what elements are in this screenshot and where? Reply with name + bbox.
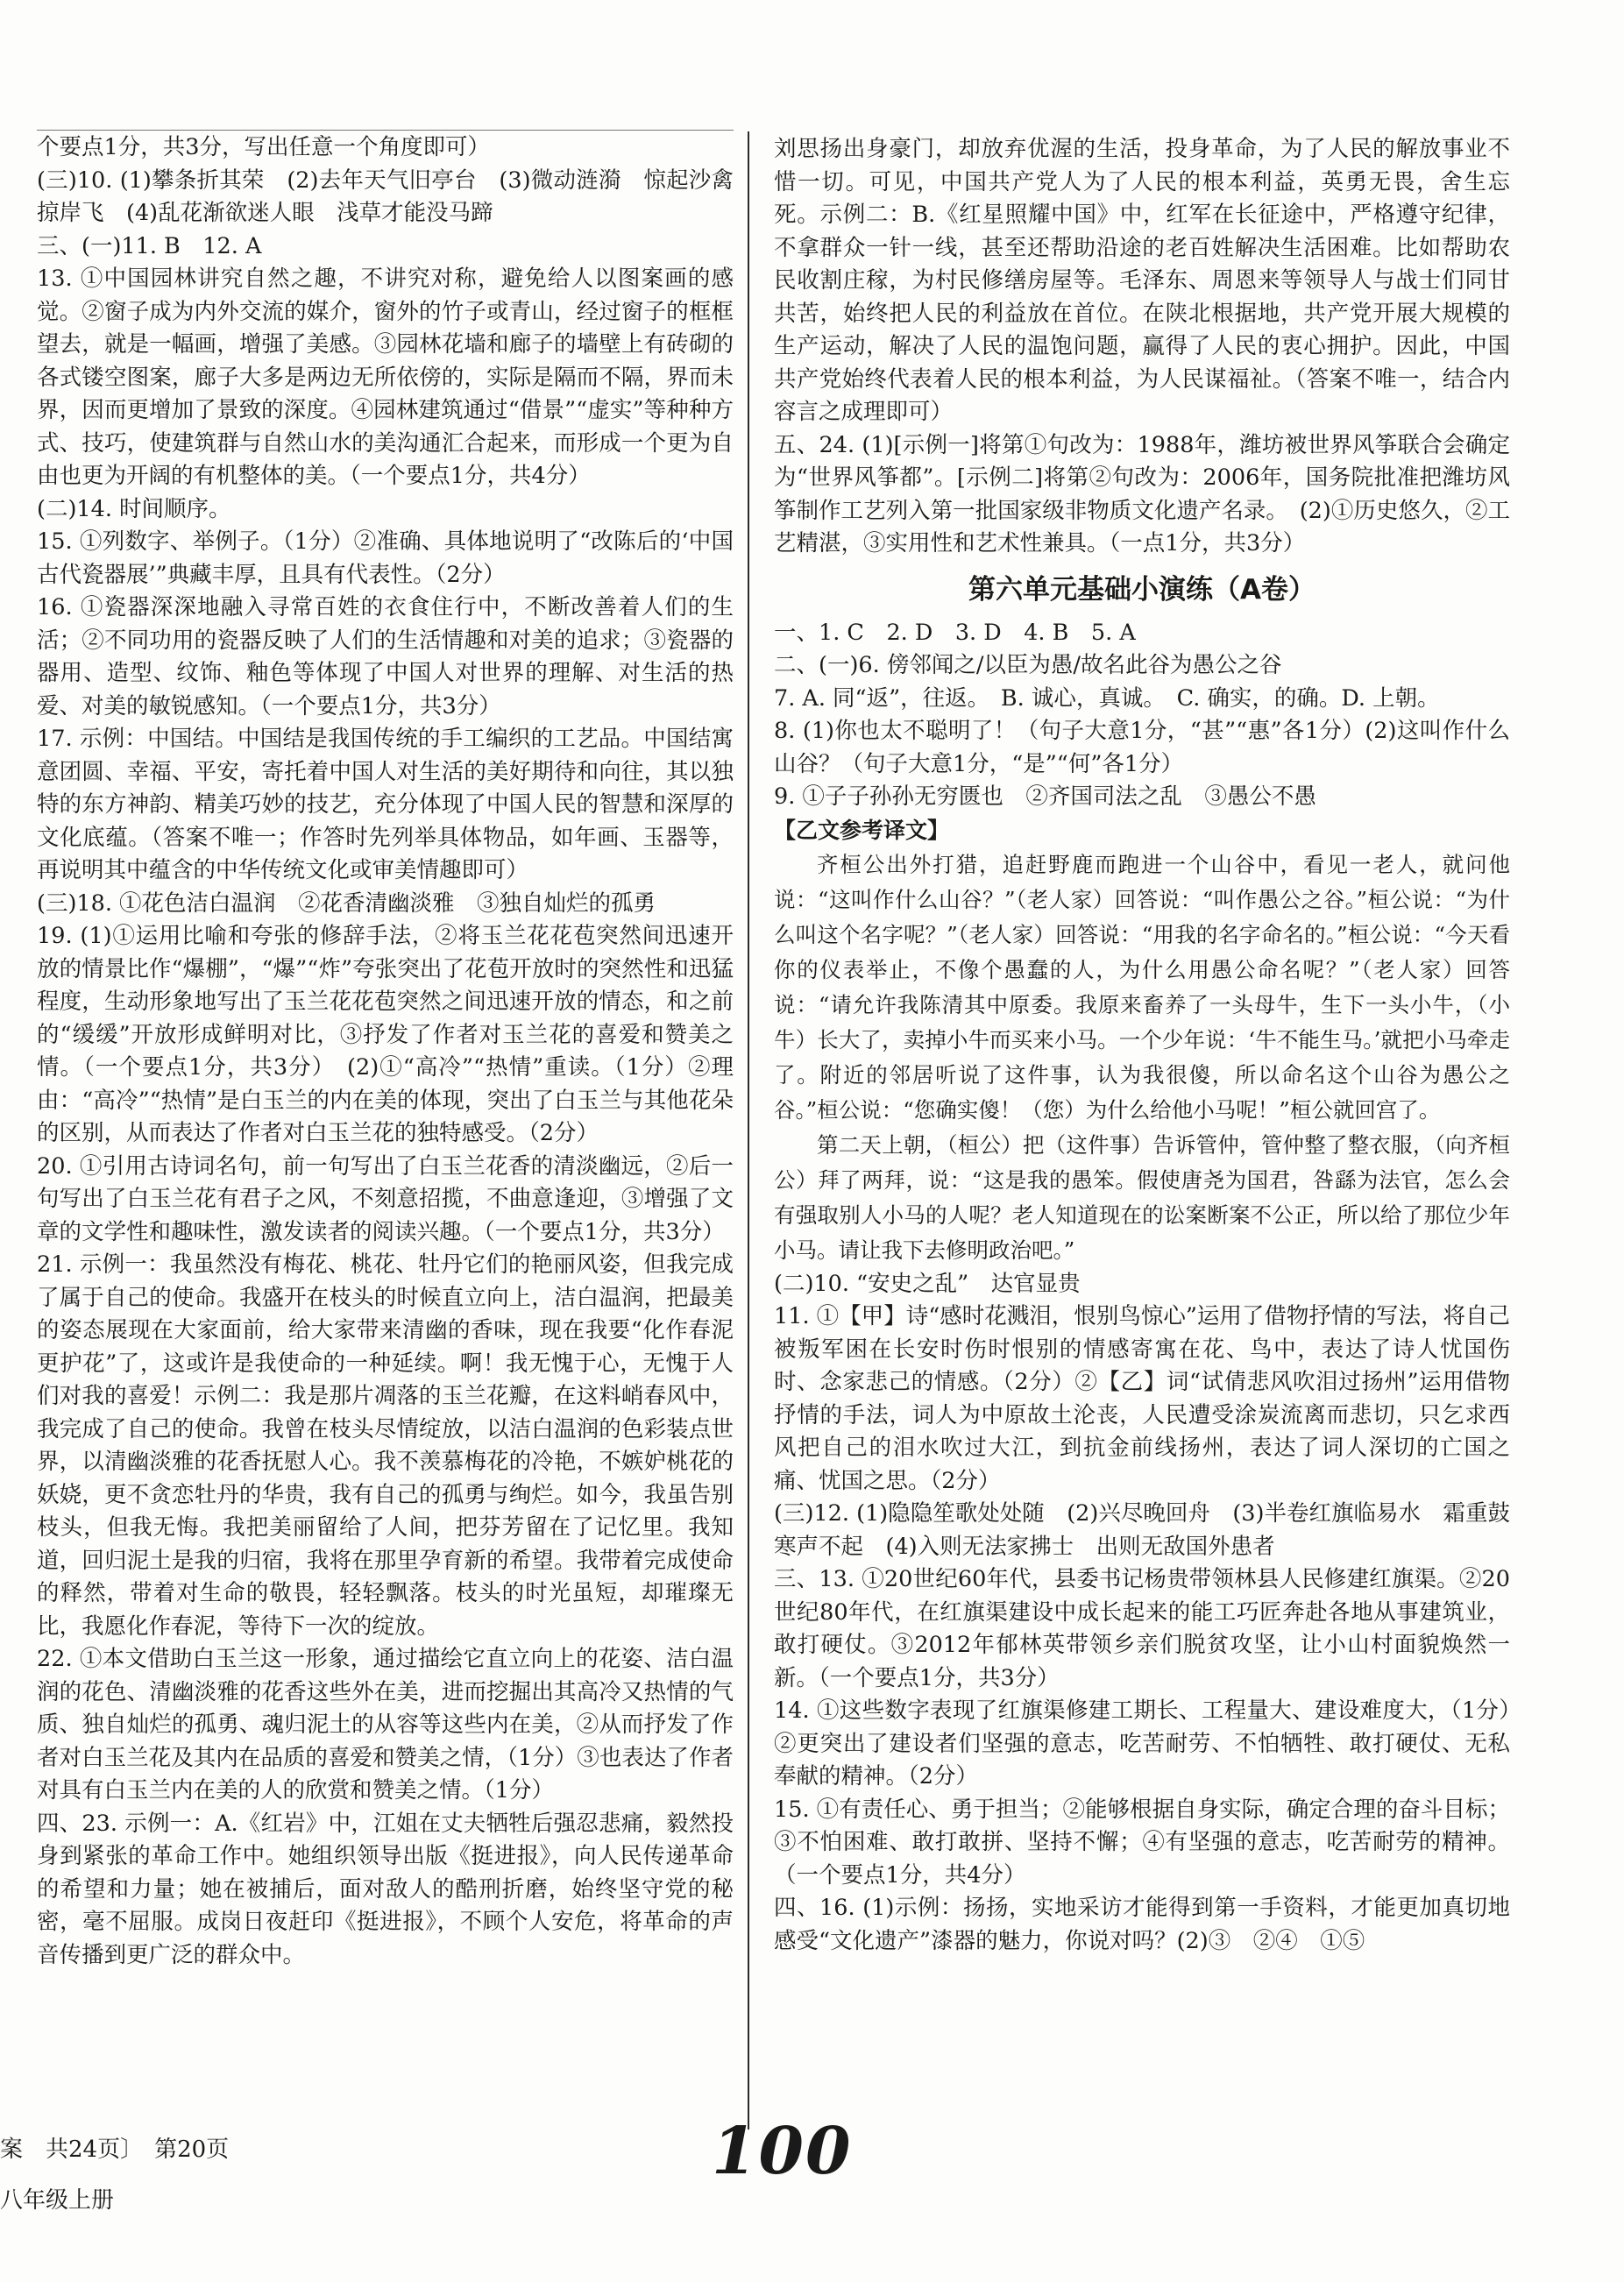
answer-item: (三)10. (1)攀条折其荣 (2)去年天气旧亭台 (3)微动涟漪 惊起沙禽掠岸飞 (4)乱花渐欲迷人眼 浅草才能没马蹄 [37,167,734,226]
translation-paragraph: 齐桓公出外打猎，追赶野鹿而跑进一个山谷中，看见一老人，就问他说：“这叫作什么山谷？”（老人家）回答说：“叫作愚公之谷。”桓公说：“为什么叫这个名字呢？”（老人家）回答说：“用我的名字命名的。”桓公说：“今天看你的仪表举止，不像个愚蠢的人，为什么用愚公命名呢？”（老人家）回答说：“请允许我陈清其中原委。我原来畜养了一头母牛，生下一头小牛，（小牛）长大了，卖掉小牛而买来小马。一个少年说：‘牛不能生马。’就把小马牵走了。附近的邻居听说了这件事，认为我很傻，所以命名这个山谷为愚公之谷。”桓公说：“您确实傻！（您）为什么给他小马呢！”桓公就回宫了。 [774,851,1510,1123]
page-number: 100 [712,2114,853,2189]
section-title: 第六单元基础小演练（A卷） [968,573,1316,606]
answer-item: 13. ①中国园林讲究自然之趣，不讲究对称，避免给人以图案画的感觉。②窗子成为内外交流的媒介，窗外的竹子或青山，经过窗子的框框望去，就是一幅画，增强了美感。③园林花墙和廊子的墙壁上有砖砌的各式镂空图案，廊子大多是两边无所依傍的，实际是隔而不隔，界而未界，因而更增加了景致的深度。④园林建筑通过“借景”“虚实”等种种方式、技巧，使建筑群与自然山水的美沟通汇合起来，而形成一个更为自由也更为开阔的有机整体的美。（一个要点1分，共4分） [37,266,734,489]
translation-paragraph: 第二天上朝，（桓公）把（这件事）告诉管仲，管仲整了整衣服，（向齐桓公）拜了两拜，说：“这是我的愚笨。假使唐尧为国君，咎繇为法官，怎么会有强取别人小马的人呢？老人知道现在的讼案断案不公正，所以给了那位少年小马。请让我下去修明政治吧。” [774,1131,1510,1263]
answer-item: 三、13. ①20世纪60年代，县委书记杨贵带领林县人民修建红旗渠。②20世纪80年代，在红旗渠建设中成长起来的能工巧匠奔赴各地从事建筑业，敢打硬仗。③2012年郁林英带领乡亲们脱贫攻坚，让小山村面貌焕然一新。（一个要点1分，共3分） [774,1566,1510,1691]
answer-item: 二、(一)6. 傍邻闻之/以臣为愚/故名此谷为愚公之谷 [774,652,1282,678]
answer-item: (三)18. ①花色洁白温润 ②花香清幽淡雅 ③独自灿烂的孤勇 [37,889,656,917]
answer-item: 8. (1)你也太不聪明了！（句子大意1分，“甚”“惠”各1分）(2)这叫作什么山谷？（句子大意1分，“是”“何”各1分） [774,718,1510,777]
right-column [774,133,1510,1958]
answer-item: 14. ①这些数字表现了红旗渠修建工期长、工程量大、建设难度大，（1分）②更突出了建设者们坚强的意志，吃苦耐劳、不怕牺牲、敢打硬仗、无私奉献的精神。（2分） [774,1697,1510,1789]
footer-page-info: 案 共24页〕 第20页 [0,2137,230,2163]
answer-item: 四、23. 示例一：A.《红岩》中，江姐在丈夫牺牲后强忍悲痛，毅然投身到紧张的革命工作中。她组织领导出版《挺进报》，向人民传递革命的希望和力量；她在被捕后，面对敌人的酷刑折磨，始终坚守党的秘密，毫不屈服。成岗日夜赶印《挺进报》，不顾个人安危，将革命的声音传播到更广泛的群众中。 [37,1810,734,1968]
answer-item: 16. ①瓷器深深地融入寻常百姓的衣食住行中，不断改善着人们的生活；②不同功用的瓷器反映了人们的生活情趣和对美的追求；③瓷器的器用、造型、纹饰、釉色等体现了中国人对世界的理解、对生活的热爱、对美的敏锐感知。（一个要点1分，共3分） [37,594,734,719]
answer-item: 五、24. (1)[示例一]将第①句改为：1988年，潍坊被世界风筝联合会确定为“世界风筝都”。[示例二]将第②句改为：2006年，国务院批准把潍坊风筝制作工艺列入第一批国家级非物质文化遗产名录。 (2)①历史悠久，②工艺精湛，③实用性和艺术性兼具。（一点1分，共3分） [774,431,1510,556]
answer-item: 一、1. C 2. D 3. D 4. B 5. A [774,619,1136,646]
answer-item: 7. A. 同“返”，往返。 B. 诚心，真诚。 C. 确实，的确。D. 上朝。 [774,684,1440,712]
answer-item: 9. ①子子孙孙无穷匮也 ②齐国司法之乱 ③愚公不愚 [774,783,1316,810]
answer-item: 个要点1分，共3分，写出任意一个角度即可） [37,134,490,160]
answer-item: (二)10. “安史之乱” 达官显贵 [774,1270,1081,1297]
translation-heading: 【乙文参考译文】 [774,817,950,843]
answer-item: 15. ①列数字、举例子。（1分）②准确、具体地说明了“改陈后的‘中国古代瓷器展’”典藏丰厚，且具有代表性。（2分） [37,528,734,588]
answer-item: (二)14. 时间顺序。 [37,495,231,522]
answer-item: 15. ①有责任心、勇于担当；②能够根据自身实际，确定合理的奋斗目标；③不怕困难、敢打敢拼、坚持不懈；④有坚强的意志，吃苦耐劳的精神。（一个要点1分，共4分） [774,1796,1510,1889]
column-divider [748,131,749,2130]
answer-item: 17. 示例：中国结。中国结是我国传统的手工编织的工艺品。中国结寓意团圆、幸福、平安，寄托着中国人对生活的美好期待和向往，其以独特的东方神韵、精美巧妙的技艺，充分体现了中国人民的智慧和深厚的文化底蕴。（答案不唯一；作答时先列举具体物品，如年画、玉器等，再说明其中蕴含的中华传统文化或审美情趣即可） [37,726,734,883]
answer-item: (三)12. (1)隐隐笙歌处处随 (2)兴尽晚回舟 (3)半卷红旗临易水 霜重鼓寒声不起 (4)入则无法家拂士 出则无敌国外患者 [774,1500,1510,1560]
answer-item: 三、(一)11. B 12. A [37,232,262,259]
answer-item: 22. ①本文借助白玉兰这一形象，通过描绘它直立向上的花姿、洁白温润的花色、清幽淡雅的花香这些外在美，进而挖掘出其高冷又热情的气质、独自灿烂的孤勇、魂归泥土的从容等这些内在美，②从而抒发了作者对白玉兰花及其内在品质的喜爱和赞美之情，（1分）③也表达了作者对具有白玉兰内在美的人的欣赏和赞美之情。（1分） [37,1646,734,1804]
answer-item: 四、16. (1)示例：扬扬，实地采访才能得到第一手资料，才能更加真切地感受“文化遗产”漆器的魅力，你说对吗？(2)③ ②④ ①⑤ [774,1895,1510,1954]
top-rule [37,130,734,131]
left-column [37,131,734,1972]
answer-item: 20. ①引用古诗词名句，前一句写出了白玉兰花香的清淡幽远，②后一句写出了白玉兰花有君子之风，不刻意招揽，不曲意逢迎，③增强了文章的文学性和趣味性，激发读者的阅读兴趣。（一个要点1分，共3分） [37,1152,734,1245]
answer-item: 21. 示例一：我虽然没有梅花、桃花、牡丹它们的艳丽风姿，但我完成了属于自己的使命。我盛开在枝头的时候直立向上，洁白温润，把最美的姿态展现在大家面前，给大家带来清幽的香味，现在我要“化作春泥更护花”了，这或许是我使命的一种延续。啊！我无愧于心，无愧于人们对我的喜爱！示例二：我是那片凋落的玉兰花瓣，在这料峭春风中，我完成了自己的使命。我曾在枝头尽情绽放，以洁白温润的色彩装点世界，以清幽淡雅的花香抚慰人心。我不羡慕梅花的冷艳，不嫉妒桃花的妖娆，更不贪恋牡丹的华贵，我有自己的孤勇与绚烂。如今，我虽告别枝头，但我无悔。我把美丽留给了人间，把芬芳留在了记忆里。我知道，回归泥土是我的归宿，我将在那里孕育新的希望。我带着完成使命的释然，带着对生命的敬畏，轻轻飘落。枝头的时光虽短，却璀璨无比，我愿化作春泥，等待下一次的绽放。 [37,1251,734,1640]
answer-item: 19. (1)①运用比喻和夸张的修辞手法，②将玉兰花花苞突然间迅速开放的情景比作“爆棚”，“爆”“炸”夸张突出了花苞开放时的突然性和迅猛程度，生动形象地写出了玉兰花花苞突然之间迅速开放的情态，和之前的“缓缓”开放形成鲜明对比，③抒发了作者对玉兰花的喜爱和赞美之情。（一个要点1分，共3分） (2)①“高冷”“热情”重读。（1分）②理由：“高冷”“热情”是白玉兰的内在美的体现，突出了白玉兰与其他花朵的区别，从而表达了作者对白玉兰花的独特感受。（2分） [37,923,734,1146]
answer-item: 11. ①【甲】诗“感时花溅泪，恨别鸟惊心”运用了借物抒情的写法，将自己被叛军困在长安时伤时恨别的情感寄寓在花、鸟中，表达了诗人忧国伤时、念家悲己的情感。（2分）②【乙】词“试倩悲风吹泪过扬州”运用借物抒情的手法，词人为中原故土沦丧，人民遭受涂炭流离而悲切，只乞求西风把自己的泪水吹过大江，到抗金前线扬州，表达了词人深切的亡国之痛、忧国之思。（2分） [774,1303,1510,1494]
answer-item: 刘思扬出身豪门，却放弃优渥的生活，投身革命，为了人民的解放事业不惜一切。可见，中国共产党人为了人民的根本利益，英勇无畏，舍生忘死。示例二：B.《红星照耀中国》中，红军在长征途中，严格遵守纪律，不拿群众一针一线，甚至还帮助沿途的老百姓解决生活困难。比如帮助农民收割庄稼，为村民修缮房屋等。毛泽东、周恩来等领导人与战士们同甘共苦，始终把人民的利益放在首位。在陕北根据地，共产党开展大规模的生产运动，解决了人民的温饱问题，赢得了人民的衷心拥护。因此，中国共产党始终代表着人民的根本利益，为人民谋福祉。（答案不唯一，结合内容言之成理即可） [774,136,1510,425]
footer-grade: 八年级上册 [0,2187,115,2214]
